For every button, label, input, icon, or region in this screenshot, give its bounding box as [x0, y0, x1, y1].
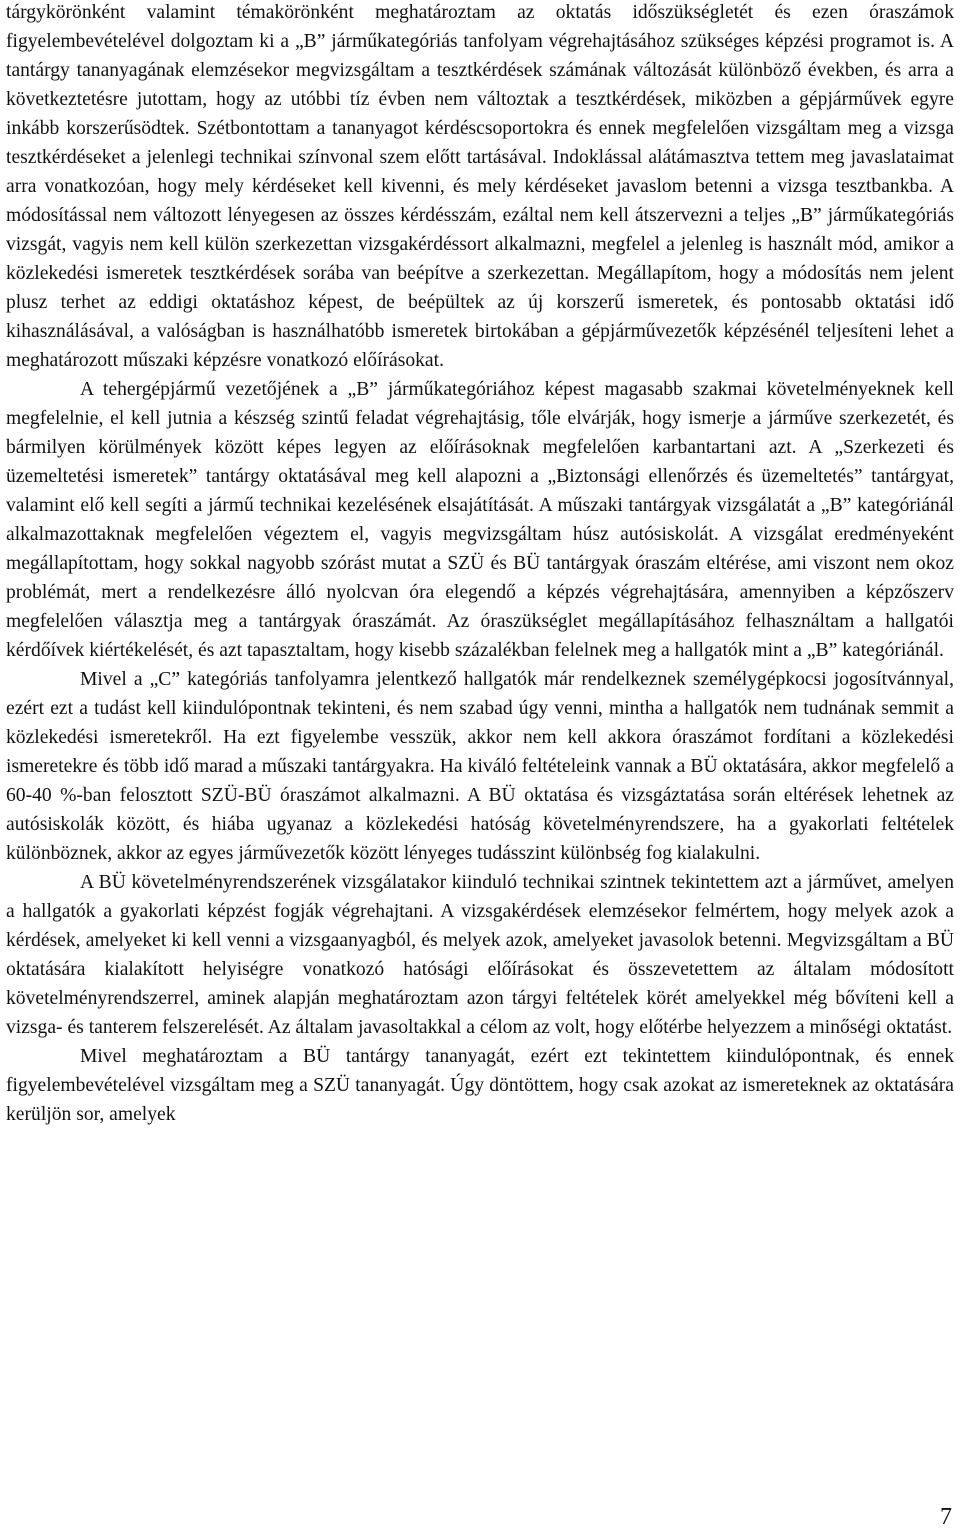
paragraph: Mivel meghatároztam a BÜ tantárgy tananyagát, ezért ezt tekintettem kiindulópontnak, és ennek figyelembevételével vizsgáltam meg a SZÜ tananyagát. Úgy döntöttem, hogy csak azokat az ismereteknek az oktatására kerüljön sor, amelyek	[6, 1046, 954, 1125]
paragraph-continuation: tárgykörönként valamint témakörönként meghatároztam az oktatás időszükségletét és ezen óraszámok figyelembevételével dolgoztam ki a „B” járműkategóriás tanfolyam végrehajtásához szükséges képzési programot is. A tantárgy tananyagának elemzésekor megvizsgáltam a tesztkérdések számának változását különböző években, és arra a következtetésre jutottam, hogy az utóbbi tíz évben nem változtak a tesztkérdések, miközben a gépjárművek egyre inkább korszerűsödtek. Szétbontottam a tananyagot kérdéscsoportokra és ennek megfelelően vizsgáltam meg a vizsga tesztkérdéseket a jelenlegi technikai színvonal szem előtt tartásával. Indoklással alátámasztva tettem meg javaslataimat arra vonatkozóan, hogy mely kérdéseket kell kivenni, és mely kérdéseket javaslom betenni a vizsga tesztbankba. A módosítással nem változott lényegesen az összes kérdésszám, ezáltal nem kell átszervezni a teljes „B” járműkategóriás vizsgát, vagyis nem kell külön szerkezettan vizsgakérdéssort alkalmazni, megfelel a jelenleg is használt mód, amikor a közlekedési ismeretek tesztkérdések sorába van beépítve a szerkezettan. Megállapítom, hogy a módosítás nem jelent plusz terhet az eddigi oktatáshoz képest, de beépültek az új korszerű ismeretek, és pontosabb oktatási idő kihasználásával, a valóságban is használhatóbb ismeretek birtokában a gépjárművezetők képzésénél teljesíteni lehet a meghatározott műszaki képzésre vonatkozó előírásokat.	[6, 2, 954, 371]
body-text	[6, 0, 954, 1129]
paragraph: Mivel a „C” kategóriás tanfolyamra jelentkező hallgatók már rendelkeznek személygépkocsi jogosítvánnyal, ezért ezt a tudást kell kiindulópontnak tekinteni, és nem szabad úgy venni, mintha a hallgatók nem tudnának semmit a közlekedési ismeretekről. Ha ezt figyelembe vesszük, akkor nem kell akkora óraszámot fordítani a közlekedési ismeretekre és több idő marad a műszaki tantárgyakra. Ha kiváló feltételeink vannak a BÜ oktatására, akkor megfelelő a 60-40 %-ban felosztott SZÜ-BÜ óraszámot alkalmazni. A BÜ oktatása és vizsgáztatása során eltérések lehetnek az autósiskolák között, és hiába ugyanaz a közlekedési hatóság követelményrendszere, ha a gyakorlati feltételek különböznek, akkor az egyes járművezetők között lényeges tudásszint különbség fog kialakulni.	[6, 669, 954, 864]
paragraph: A tehergépjármű vezetőjének a „B” járműkategóriához képest magasabb szakmai követelményeknek kell megfelelnie, el kell jutnia a készség szintű feladat végrehajtásig, tőle elvárják, hogy ismerje a járműve szerkezetét, és bármilyen körülmények között képes legyen az előírásoknak megfelelően karbantartani azt. A „Szerkezeti és üzemeltetési ismeretek” tantárgy oktatásával meg kell alapozni a „Biztonsági ellenőrzés és üzemeltetés” tantárgyat, valamint elő kell segíti a jármű technikai kezelésének elsajátítását. A műszaki tantárgyak vizsgálatát a „B” kategóriánál alkalmazottaknak megfelelően végeztem el, vagyis megvizsgáltam húsz autósiskolát. A vizsgálat eredményeként megállapítottam, hogy sokkal nagyobb szórást mutat a SZÜ és BÜ tantárgyak óraszám eltérése, ami viszont nem okoz problémát, mert a rendelkezésre álló nyolcvan óra elegendő a képzés végrehajtására, amennyiben a képzőszerv megfelelően választja meg a tantárgyak óraszámát. Az óraszükséglet megállapításához felhasználtam a hallgatói kérdőívek kiértékelését, és azt tapasztaltam, hogy kisebb százalékban felelnek meg a hallgatók mint a „B” kategóriánál.	[6, 379, 954, 661]
paragraph: A BÜ követelményrendszerének vizsgálatakor kiinduló technikai szintnek tekintettem azt a járművet, amelyen a hallgatók a gyakorlati képzést fogják végrehajtani. A vizsgakérdések elemzésekor felmértem, hogy melyek azok a kérdések, amelyeket ki kell venni a vizsgaanyagból, és melyek azok, amelyeket javasolok betenni. Megvizsgáltam a BÜ oktatására kialakított helyiségre vonatkozó hatósági előírásokat és összevetettem az általam módosított követelményrendszerrel, aminek alapján meghatároztam azon tárgyi feltételek körét amelyekkel még bővíteni kell a vizsga- és tanterem felszerelését. Az általam javasoltakkal a célom az volt, hogy előtérbe helyezzem a minőségi oktatást.	[6, 872, 954, 1038]
page-number: 7	[940, 1504, 952, 1530]
